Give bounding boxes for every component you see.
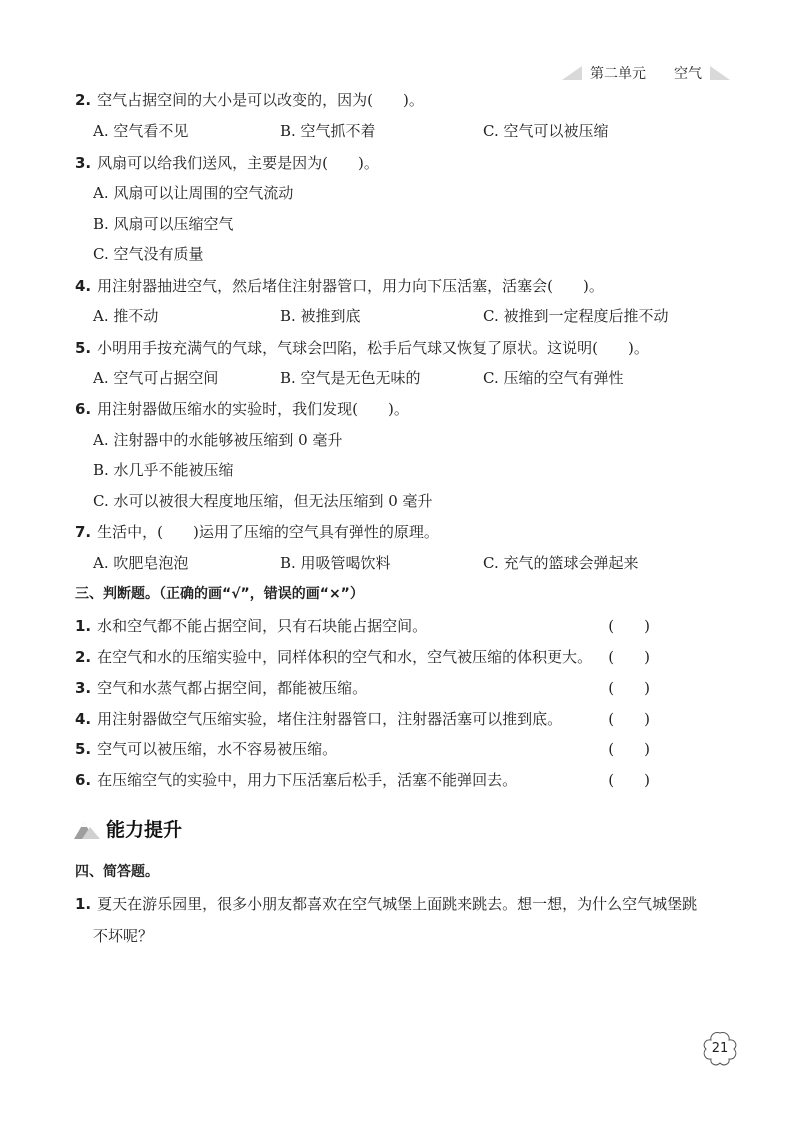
option-b: B. 空气抓不着 [280, 122, 376, 140]
option-c: C. 空气可以被压缩 [483, 122, 609, 140]
judge-number: 2. [75, 648, 92, 666]
option-b: B. 用吸管喝饮料 [280, 554, 391, 572]
answer-parentheses: ( ) [608, 740, 650, 758]
ability-banner [72, 815, 182, 842]
option-b: B. 风扇可以压缩空气 [93, 215, 234, 233]
question-number: 2. [75, 91, 92, 109]
question-7 [75, 521, 730, 543]
judge-number: 3. [75, 679, 92, 697]
judge-item-4 [75, 708, 730, 730]
short-number: 1. [75, 895, 92, 913]
option-a: A. 空气可占据空间 [93, 369, 219, 387]
question-5 [75, 337, 730, 359]
option-b: B. 被推到底 [280, 307, 361, 325]
question-number: 5. [75, 339, 92, 357]
header-topic: 空气 [674, 66, 702, 82]
option-c: C. 空气没有质量 [93, 245, 204, 263]
question-4 [75, 275, 730, 297]
question-3 [75, 152, 730, 174]
judge-text: 水和空气都不能占据空间，只有石块能占据空间。 [97, 617, 428, 635]
header-right-triangle-icon [710, 66, 730, 80]
question-text: 空气占据空间的大小是可以改变的，因为( )。 [97, 91, 424, 109]
question-number: 3. [75, 154, 92, 172]
ability-title: 能力提升 [106, 819, 183, 841]
question-2 [75, 89, 730, 111]
judge-text: 在压缩空气的实验中，用力下压活塞后松手，活塞不能弹回去。 [97, 771, 518, 789]
question-text: 风扇可以给我们送风，主要是因为( )。 [97, 154, 379, 172]
option-a: A. 吹肥皂泡泡 [93, 554, 189, 572]
answer-parentheses: ( ) [608, 679, 650, 697]
judge-item-1 [75, 615, 730, 637]
answer-parentheses: ( ) [608, 771, 650, 789]
option-a: A. 推不动 [93, 307, 159, 325]
header-unit: 第二单元 [590, 66, 646, 82]
judge-number: 1. [75, 617, 92, 635]
judge-number: 4. [75, 710, 92, 728]
question-number: 6. [75, 400, 92, 418]
question-text: 小明用手按充满气的气球，气球会凹陷，松手后气球又恢复了原状。这说明( )。 [97, 339, 649, 357]
judge-text: 空气和水蒸气都占据空间，都能被压缩。 [97, 679, 368, 697]
short-answer-line-1 [75, 893, 730, 915]
judge-item-2 [75, 646, 730, 668]
judge-number: 5. [75, 740, 92, 758]
option-c: C. 充气的篮球会弹起来 [483, 554, 639, 572]
judge-item-5 [75, 738, 730, 760]
option-a: A. 注射器中的水能够被压缩到 0 毫升 [93, 431, 343, 449]
question-number: 7. [75, 523, 92, 541]
judge-item-6 [75, 769, 730, 791]
option-b: B. 水几乎不能被压缩 [93, 461, 234, 479]
question-text: 用注射器做压缩水的实验时，我们发现( )。 [97, 400, 409, 418]
question-number: 4. [75, 277, 92, 295]
question-text: 用注射器抽进空气，然后堵住注射器管口，用力向下压活塞，活塞会( )。 [97, 277, 604, 295]
option-a: A. 空气看不见 [93, 122, 189, 140]
option-a: A. 风扇可以让周围的空气流动 [93, 184, 294, 202]
short-text: 夏天在游乐园里，很多小朋友都喜欢在空气城堡上面跳来跳去。想一想，为什么空气城堡跳 [97, 895, 698, 913]
short-answer-line-2: 不坏呢？ [93, 927, 154, 945]
judge-number: 6. [75, 771, 92, 789]
mountain-icon [72, 817, 102, 841]
option-c: C. 压缩的空气有弹性 [483, 369, 624, 387]
header-left-triangle-icon [562, 66, 582, 80]
option-c: C. 被推到一定程度后推不动 [483, 307, 669, 325]
judge-text: 在空气和水的压缩实验中，同样体积的空气和水，空气被压缩的体积更大。 [97, 648, 593, 666]
option-b: B. 空气是无色无味的 [280, 369, 421, 387]
section-4-title: 四、简答题。 [75, 864, 159, 880]
judge-item-3 [75, 677, 730, 699]
judge-text: 空气可以被压缩，水不容易被压缩。 [97, 740, 338, 758]
page-number: 21 [711, 1040, 729, 1056]
question-text: 生活中，( )运用了压缩的空气具有弹性的原理。 [97, 523, 439, 541]
answer-parentheses: ( ) [608, 710, 650, 728]
answer-parentheses: ( ) [608, 648, 650, 666]
judge-text: 用注射器做空气压缩实验，堵住注射器管口，注射器活塞可以推到底。 [97, 710, 563, 728]
option-c: C. 水可以被很大程度地压缩，但无法压缩到 0 毫升 [93, 492, 433, 510]
page-header [562, 62, 730, 84]
question-6 [75, 398, 730, 420]
section-3-title: 三、判断题。（正确的画“√”，错误的画“×”） [75, 586, 364, 602]
page-number-badge [700, 1030, 740, 1066]
answer-parentheses: ( ) [608, 617, 650, 635]
